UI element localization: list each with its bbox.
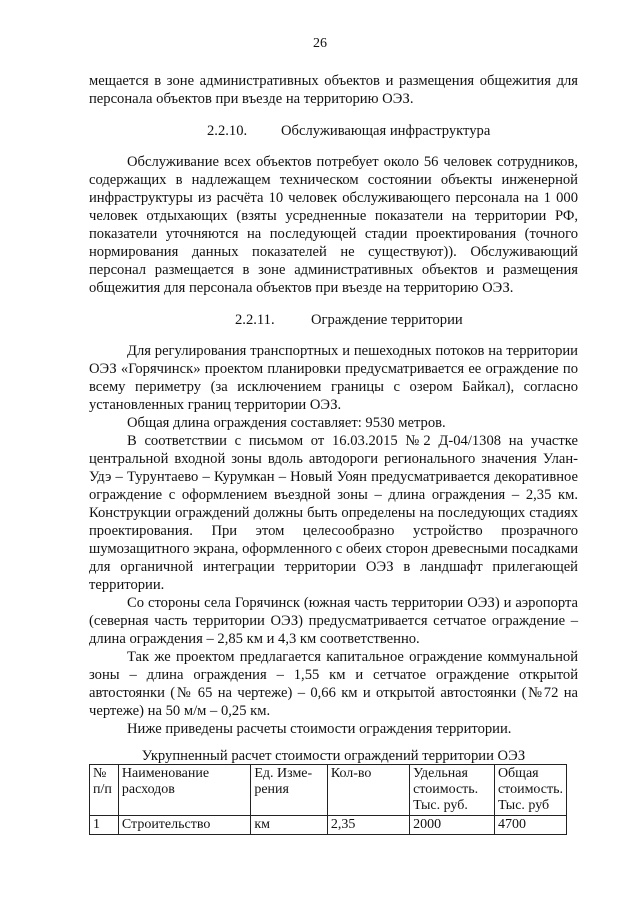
table-cell: 4700 bbox=[494, 816, 566, 835]
body-paragraph: Так же проектом предлагается капитальное ограждение коммунальной зоны – длина ограждения – 1,55 км и сетчатое ограждение открытой автостоянки (№ 65 на чертеже) – 0,66 км и открытой автостоянки (№72 на чертеже) на 50 м/м – 0,25 км. bbox=[89, 649, 578, 719]
section-title: Ограждение территории bbox=[311, 312, 463, 328]
header-cell: Кол-во bbox=[327, 765, 409, 816]
header-cell: Ед. Изме-рения bbox=[251, 765, 327, 816]
table-row bbox=[90, 816, 567, 835]
intro-paragraph: мещается в зоне административных объектов и размещения общежития для персонала объектов при въезде на территорию ОЭЗ. bbox=[89, 73, 578, 107]
header-cell: Удельная стоимость. Тыс. руб. bbox=[410, 765, 495, 816]
header-cell: Общая стоимость. Тыс. руб bbox=[494, 765, 566, 816]
table-header-row bbox=[90, 765, 567, 816]
body-paragraph: Для регулирования транспортных и пешеходных потоков на территории ОЭЗ «Горячинск» проектом планировки предусматривается ее ограждение по всему периметру (за исключением границы с озером Байкал), согласно установленных границ территории ОЭЗ. bbox=[89, 343, 578, 413]
section-number: 2.2.10. bbox=[207, 123, 248, 139]
body-paragraph: Со стороны села Горячинск (южная часть территории ОЭЗ) и аэропорта (северная часть территории ОЭЗ) предусматривается сетчатое ограждение – длина ограждения – 2,85 км и 4,3 км соответственно. bbox=[89, 595, 578, 647]
body-paragraph: В соответствии с письмом от 16.03.2015 №2 Д-04/1308 на участке центральной входной зоны вдоль автодороги регионального значения Улан-Удэ – Турунтаево – Курумкан – Новый Уоян предусматривается декоративное ограждение с оформлением въездной зоны – длина ограждения – 2,35 км. Конструкции ограждений должны быть определены на последующих стадиях проектирования. При этом целесообразно устройство прозрачного шумозащитного экрана, оформленного с обеих сторон древесными посадками для органичной интеграции территории ОЭЗ в ландшафт прилегающей территории. bbox=[89, 433, 578, 593]
header-cell: № п/п bbox=[90, 765, 119, 816]
page-content bbox=[89, 72, 578, 835]
body-paragraph: Обслуживание всех объектов потребует около 56 человек сотрудников, содержащих в надлежащем техническом состоянии объекты инженерной инфраструктуры из расчёта 10 человек обслуживающего персонала на 1 000 человек отдыхающих (взяты усредненные показатели на территории РФ, показатели уточняются на последующей стадии проектирования (точного нормирования данных показателей не существуют)). Обслуживающий персонал размещается в зоне административных объектов и размещения общежития для персонала объектов при въезде на территорию ОЭЗ. bbox=[89, 154, 578, 296]
section-heading-2-2-10 bbox=[89, 122, 578, 140]
section-heading-2-2-11 bbox=[89, 311, 578, 329]
body-paragraph: Ниже приведены расчеты стоимости ограждения территории. bbox=[127, 721, 512, 737]
table-cell: 1 bbox=[90, 816, 119, 835]
body-paragraph: Общая длина ограждения составляет: 9530 метров. bbox=[127, 415, 446, 431]
table-cell: Строительство bbox=[118, 816, 250, 835]
table-caption: Укрупненный расчет стоимости ограждений территории ОЭЗ bbox=[141, 748, 526, 764]
table-cell: км bbox=[251, 816, 327, 835]
section-number: 2.2.11. bbox=[235, 312, 275, 328]
header-cell: Наименование расходов bbox=[118, 765, 250, 816]
table-cell: 2,35 bbox=[327, 816, 409, 835]
table-cell: 2000 bbox=[410, 816, 495, 835]
section-title: Обслуживающая инфраструктура bbox=[281, 123, 491, 139]
page-number: 26 bbox=[313, 36, 327, 51]
cost-table bbox=[89, 764, 567, 835]
